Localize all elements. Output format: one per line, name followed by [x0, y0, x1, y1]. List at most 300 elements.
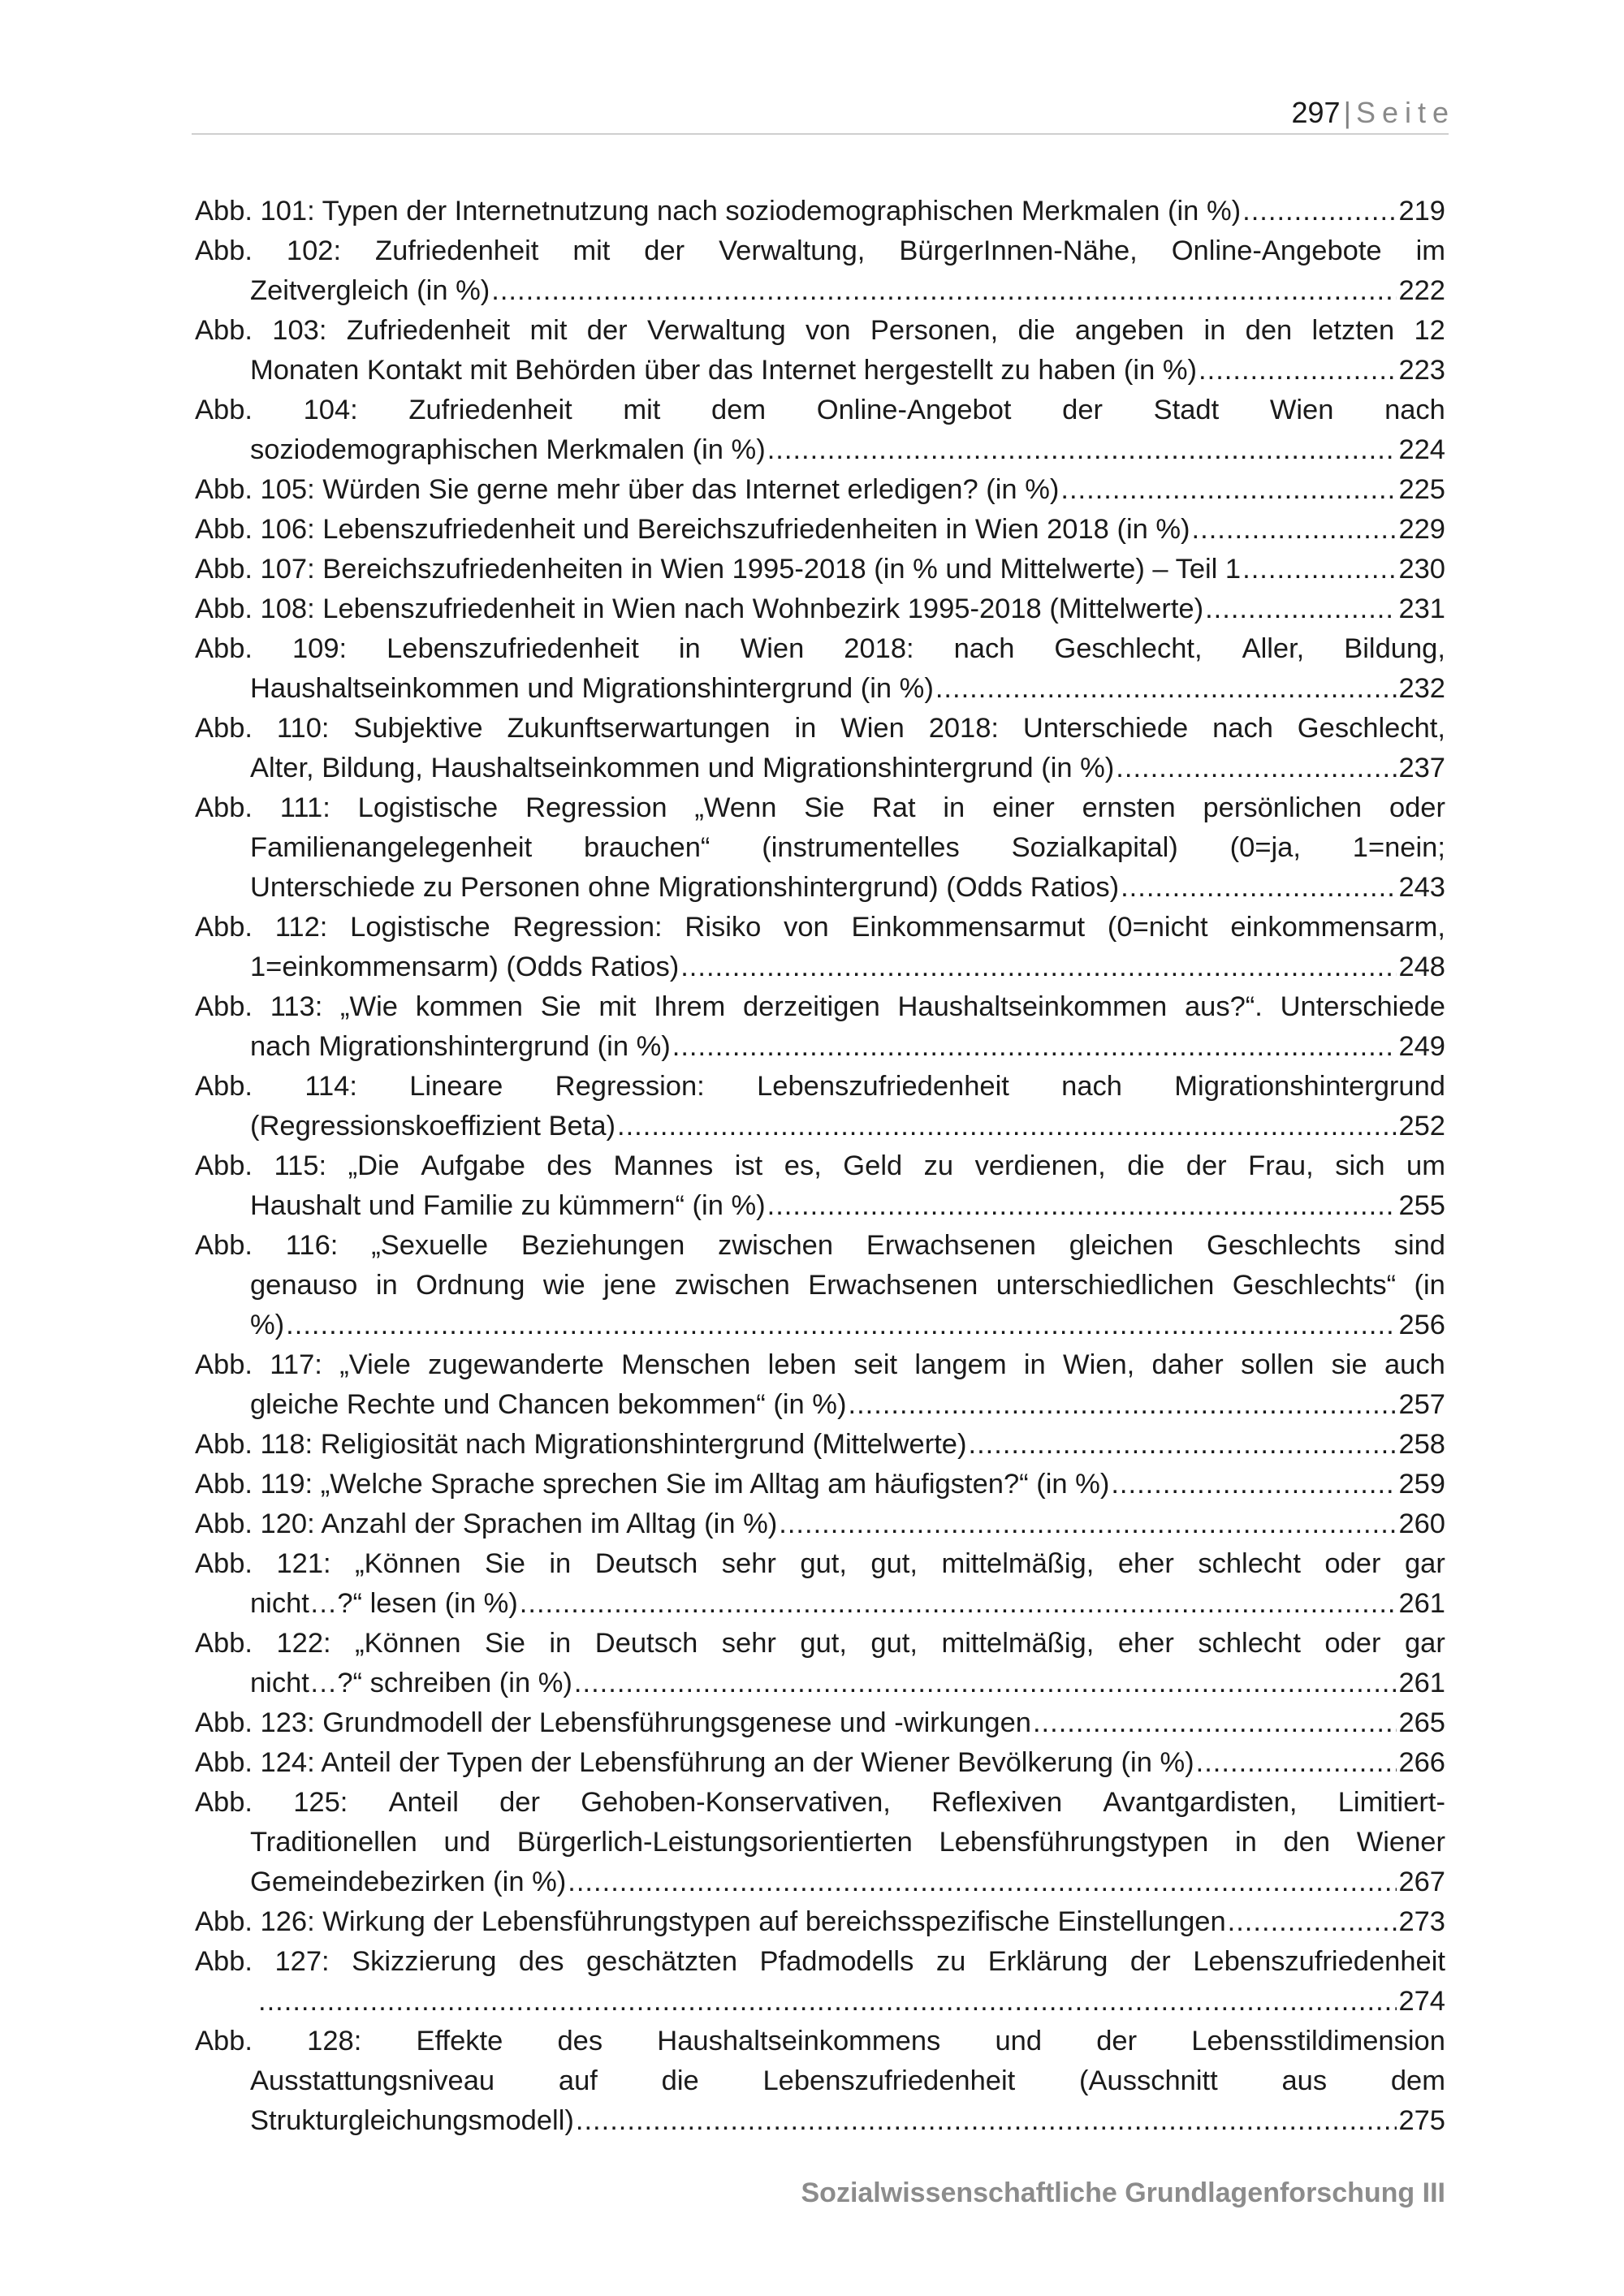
toc-entry-line [195, 1544, 1445, 1584]
toc-entry[interactable] [195, 311, 1445, 391]
dot-leader [1196, 1743, 1397, 1783]
toc-entry[interactable] [195, 1067, 1445, 1146]
toc-entry-text: Abb. 106: Lebenszufriedenheit und Bereichszufriedenheiten in Wien 2018 (in %) [195, 514, 1190, 545]
toc-entry[interactable] [195, 1544, 1445, 1624]
toc-entry[interactable] [195, 470, 1445, 510]
toc-entry-word: Zufriedenheit [375, 235, 539, 266]
toc-entry-word: mit [623, 395, 661, 425]
dot-leader [1121, 868, 1397, 908]
dot-leader [491, 271, 1397, 311]
figure-list [195, 192, 1445, 2141]
toc-entry-line [195, 669, 1445, 709]
toc-entry-text: nach Migrationshintergrund (in %) [250, 1031, 671, 1062]
toc-entry-word: Haushaltseinkommens [657, 2026, 941, 2056]
toc-entry-word: zwischen [718, 1230, 834, 1261]
toc-entry-word: in [375, 1270, 398, 1301]
toc-entry-line [195, 1584, 1445, 1624]
toc-entry-word: nach [1212, 713, 1273, 744]
toc-entry-word: der [586, 315, 628, 346]
toc-entry-word: den [1245, 315, 1293, 346]
toc-entry-page-number: 256 [1398, 1310, 1445, 1340]
toc-entry[interactable] [195, 1425, 1445, 1465]
toc-entry-text: Haushalt und Familie zu kümmern“ (in %) [250, 1190, 766, 1221]
toc-entry-word: in [1234, 1827, 1257, 1858]
toc-entry-word: Anteil [388, 1787, 459, 1818]
toc-entry-word: von [784, 912, 829, 943]
toc-entry[interactable] [195, 1226, 1445, 1345]
toc-entry-word: die [1017, 315, 1056, 346]
toc-entry[interactable] [195, 1703, 1445, 1743]
toc-entry-word: in [1023, 1349, 1046, 1380]
toc-entry-word: letzten [1311, 315, 1395, 346]
toc-entry-word: Haushaltseinkommen [897, 991, 1168, 1022]
toc-entry-page-number: 225 [1398, 474, 1445, 505]
toc-entry-page-number: 249 [1398, 1031, 1445, 1062]
toc-entry-word: es, [784, 1150, 822, 1181]
toc-entry-word: gut, [800, 1548, 847, 1579]
toc-entry-word: 1=nein; [1352, 832, 1445, 863]
toc-entry-text: Abb. 108: Lebenszufriedenheit in Wien nach Wohnbezirk 1995-2018 (Mittelwerte) [195, 593, 1204, 624]
toc-entry-word: Personen, [870, 315, 999, 346]
toc-entry-word: Abb. [195, 395, 253, 425]
toc-entry-line [195, 2022, 1445, 2061]
toc-entry-word: Bildung, [1344, 633, 1445, 664]
toc-entry[interactable] [195, 987, 1445, 1067]
toc-entry-word: mit [529, 315, 568, 346]
toc-entry-word: in [678, 633, 701, 664]
toc-entry-word: mit [598, 991, 637, 1022]
toc-entry-word: Logistische [357, 792, 499, 823]
toc-entry[interactable] [195, 391, 1445, 470]
toc-entry-word: nach [1061, 1071, 1122, 1102]
toc-entry-word: nach [953, 633, 1015, 664]
toc-entry-text: soziodemographischen Merkmalen (in %) [250, 434, 766, 465]
toc-entry-word: Geschlecht, [1054, 633, 1203, 664]
dot-leader [574, 1664, 1397, 1703]
toc-entry-word: Verwaltung, [719, 235, 866, 266]
toc-entry-line [195, 192, 1445, 231]
toc-entry-word: 117: [270, 1349, 322, 1380]
toc-entry-text: Gemeindebezirken (in %) [250, 1867, 567, 1897]
header-separator: | [1343, 96, 1351, 129]
toc-entry-word: Verwaltung [646, 315, 786, 346]
toc-entry-word: sie [1331, 1349, 1367, 1380]
toc-entry-word: 112: [274, 912, 328, 943]
toc-entry[interactable] [195, 1783, 1445, 1902]
toc-entry-text: Monaten Kontakt mit Behörden über das Internet hergestellt zu haben (in %) [250, 355, 1198, 386]
toc-entry-word: gut, [870, 1548, 918, 1579]
toc-entry-line [195, 2061, 1445, 2101]
dot-leader [576, 2101, 1397, 2141]
toc-entry-word: oder [1389, 792, 1445, 823]
toc-entry-word: Ihrem [654, 991, 726, 1022]
toc-entry-word: 125: [293, 1787, 348, 1818]
toc-entry-line [195, 1465, 1445, 1504]
toc-entry-word: Wiener [1356, 1827, 1445, 1858]
toc-entry-word: gut, [870, 1628, 918, 1659]
toc-entry-word: der [1186, 1150, 1227, 1181]
toc-entry-word: Frau, [1248, 1150, 1314, 1181]
toc-entry-text: Abb. 124: Anteil der Typen der Lebensführung an der Wiener Bevölkerung (in %) [195, 1747, 1194, 1778]
toc-entry-word: 115: [274, 1150, 327, 1181]
dot-leader [680, 947, 1397, 987]
toc-entry-word: Geschlechts [1207, 1230, 1361, 1261]
toc-entry-word: mit [572, 235, 611, 266]
toc-entry-line [195, 271, 1445, 311]
toc-entry-page-number: 266 [1398, 1747, 1445, 1778]
dot-leader [520, 1584, 1397, 1624]
toc-entry-word: die [661, 2065, 699, 2096]
toc-entry-word: Online-Angebote [1171, 235, 1382, 266]
toc-entry-line [195, 2101, 1445, 2141]
toc-entry-word: in [1203, 315, 1226, 346]
toc-entry-line [195, 1823, 1445, 1862]
toc-entry-line [195, 1743, 1445, 1783]
toc-entry[interactable] [195, 589, 1445, 629]
toc-entry-word: BürgerInnen-Nähe, [899, 235, 1138, 266]
toc-entry-line [195, 1624, 1445, 1664]
toc-entry-word: Skizzierung [352, 1946, 497, 1977]
toc-entry-line [195, 1703, 1445, 1743]
toc-entry-text: (Regressionskoeffizient Beta) [250, 1111, 615, 1142]
toc-entry-word: Abb. [195, 1150, 253, 1181]
toc-entry-word: Pfadmodells [759, 1946, 914, 1977]
toc-entry-page-number: 274 [1398, 1986, 1445, 2017]
toc-entry-word: „Wie [340, 991, 398, 1022]
toc-entry-word: Zufriedenheit [408, 395, 572, 425]
toc-entry-word: Bürgerlich-Leistungsorientierten [516, 1827, 913, 1858]
toc-entry-word: Logistische [350, 912, 490, 943]
toc-entry-word: langem [914, 1349, 1007, 1380]
toc-entry-word: Zufriedenheit [346, 315, 511, 346]
toc-entry[interactable] [195, 629, 1445, 709]
toc-entry-word: Abb. [195, 315, 253, 346]
toc-entry-word: Sie [485, 1628, 525, 1659]
toc-entry-word: sollen [1241, 1349, 1315, 1380]
toc-entry-word: Lineare [409, 1071, 503, 1102]
dot-leader [568, 1862, 1397, 1902]
toc-entry-word: Regression: [512, 912, 663, 943]
toc-entry-line [195, 1146, 1445, 1186]
toc-entry-text: Abb. 119: „Welche Sprache sprechen Sie im Alltag am häufigsten?“ (in %) [195, 1469, 1110, 1500]
toc-entry-word: Abb. [195, 2026, 253, 2056]
dot-leader [1116, 749, 1397, 788]
toc-entry[interactable] [195, 1465, 1445, 1504]
toc-entry-word: oder [1324, 1548, 1381, 1579]
toc-entry-word: Subjektive [353, 713, 483, 744]
toc-entry-word: „Sexuelle [371, 1230, 489, 1261]
toc-entry-word: daher [1151, 1349, 1224, 1380]
toc-entry-word: einer [992, 792, 1055, 823]
toc-entry-word: Familienangelegenheit [250, 832, 533, 863]
toc-entry[interactable] [195, 550, 1445, 589]
toc-entry-word: die [1127, 1150, 1165, 1181]
toc-entry-line [195, 1107, 1445, 1146]
toc-entry-word: Abb. [195, 912, 253, 943]
toc-entry-word: auf [558, 2065, 598, 2096]
toc-entry-word: schlecht [1198, 1548, 1301, 1579]
toc-entry-word: 122: [276, 1628, 331, 1659]
toc-entry-word: 109: [292, 633, 348, 664]
toc-entry-page-number: 230 [1398, 554, 1445, 585]
toc-entry-word: Geld [843, 1150, 903, 1181]
dot-leader [779, 1504, 1397, 1544]
toc-entry-page-number: 232 [1398, 673, 1445, 704]
toc-entry-line [195, 589, 1445, 629]
toc-entry-word: Unterschiede [1280, 991, 1445, 1022]
dot-leader [1192, 510, 1397, 550]
toc-entry-word: Abb. [195, 1071, 253, 1102]
toc-entry-word: 2018: [844, 633, 914, 664]
toc-entry-line [195, 788, 1445, 828]
toc-entry-word: Lebenszufriedenheit [757, 1071, 1009, 1102]
dot-leader [1199, 351, 1397, 391]
toc-entry-word: Lebenszufriedenheit [387, 633, 639, 664]
toc-entry-page-number: 223 [1398, 355, 1445, 386]
toc-entry-word: und [443, 1827, 491, 1858]
toc-entry-word: Abb. [195, 1787, 253, 1818]
toc-entry-word: Abb. [195, 792, 253, 823]
dot-leader [1242, 192, 1397, 231]
toc-entry-word: Ausstattungsniveau [250, 2065, 495, 2096]
dot-leader [1228, 1902, 1397, 1942]
toc-entry-word: 128: [307, 2026, 362, 2056]
toc-entry-word: Beziehungen [520, 1230, 685, 1261]
toc-entry-word: Erklärung [987, 1946, 1108, 1977]
toc-entry-page-number: 260 [1398, 1508, 1445, 1539]
toc-entry-word: unterschiedlichen [996, 1270, 1215, 1301]
toc-entry-word: sehr [721, 1548, 776, 1579]
toc-entry[interactable] [195, 908, 1445, 987]
toc-entry-word: Rat [871, 792, 916, 823]
toc-entry-page-number: 259 [1398, 1469, 1445, 1500]
toc-entry-word: Avantgardisten, [1103, 1787, 1298, 1818]
toc-entry-word: in [549, 1628, 572, 1659]
toc-entry-word: der [499, 1787, 540, 1818]
toc-entry-word: sich [1335, 1150, 1385, 1181]
toc-entry-line [195, 749, 1445, 788]
toc-entry[interactable] [195, 192, 1445, 231]
toc-entry-word: (0=ja, [1229, 832, 1301, 863]
toc-entry-page-number: 258 [1398, 1429, 1445, 1460]
toc-entry-line [195, 987, 1445, 1027]
toc-entry[interactable] [195, 1743, 1445, 1783]
toc-entry-line [195, 1942, 1445, 1982]
toc-entry-word: Unterschiede [1022, 713, 1189, 744]
toc-entry-page-number: 231 [1398, 593, 1445, 624]
toc-entry-text: Unterschiede zu Personen ohne Migrationshintergrund) (Odds Ratios) [250, 872, 1120, 903]
toc-entry-page-number: 224 [1398, 434, 1445, 465]
toc-entry-word: des [518, 1946, 564, 1977]
toc-entry-line [195, 1345, 1445, 1385]
toc-entry-word: geschätzten [585, 1946, 738, 1977]
toc-entry-line [195, 1027, 1445, 1067]
dot-leader [1060, 470, 1397, 510]
toc-entry-line [195, 1783, 1445, 1823]
toc-entry-text: Zeitvergleich (in %) [250, 275, 490, 306]
toc-entry-word: Abb. [195, 1349, 253, 1380]
toc-entry-word: einkommensarm, [1230, 912, 1445, 943]
toc-entry-word: gar [1404, 1628, 1445, 1659]
toc-entry-word: ernsten [1082, 792, 1176, 823]
toc-entry-word: Abb. [195, 1230, 253, 1261]
toc-entry-page-number: 255 [1398, 1190, 1445, 1221]
toc-entry-word: jene [603, 1270, 657, 1301]
toc-entry[interactable] [195, 231, 1445, 311]
toc-entry-page-number: 229 [1398, 514, 1445, 545]
toc-entry-word: auch [1384, 1349, 1445, 1380]
toc-entry-line [195, 1306, 1445, 1345]
toc-entry-word: Geschlecht, [1297, 713, 1445, 744]
toc-entry-word: sind [1393, 1230, 1445, 1261]
toc-entry-word: Traditionellen [250, 1827, 417, 1858]
toc-entry-word: (instrumentelles [762, 832, 960, 863]
toc-entry-word: Regression: [555, 1071, 705, 1102]
toc-entry-line [195, 1385, 1445, 1425]
toc-entry[interactable] [195, 1345, 1445, 1425]
toc-entry-word: 113: [270, 991, 323, 1022]
toc-entry[interactable] [195, 1624, 1445, 1703]
toc-entry-page-number: 243 [1398, 872, 1445, 903]
toc-entry-word: verdienen, [974, 1150, 1106, 1181]
toc-entry-page-number: 252 [1398, 1111, 1445, 1142]
toc-entry-word: Sie [485, 1548, 525, 1579]
toc-entry-line [195, 351, 1445, 391]
toc-entry-word: 12 [1414, 315, 1445, 346]
toc-entry-line [195, 1266, 1445, 1306]
toc-entry-line [195, 1186, 1445, 1226]
toc-entry-text: Haushaltseinkommen und Migrationshintergrund (in %) [250, 673, 934, 704]
toc-entry[interactable] [195, 1942, 1445, 2022]
toc-entry-page-number: 248 [1398, 952, 1445, 982]
toc-entry-page-number: 257 [1398, 1389, 1445, 1420]
toc-entry-word: 104: [303, 395, 358, 425]
toc-entry-word: „Viele [339, 1349, 411, 1380]
toc-entry-word: des [546, 1150, 593, 1181]
toc-entry-word: 103: [272, 315, 327, 346]
toc-entry-text: Abb. 126: Wirkung der Lebensführungstypen auf bereichsspezifische Einstellungen [195, 1906, 1226, 1937]
toc-entry-text: gleiche Rechte und Chancen bekommen“ (in %) [250, 1389, 847, 1420]
toc-entry[interactable] [195, 1902, 1445, 1942]
dot-leader [258, 1982, 1397, 2022]
toc-entry-page-number: 267 [1398, 1867, 1445, 1897]
toc-entry-word: dem [711, 395, 767, 425]
toc-entry-word: gleichen [1069, 1230, 1174, 1261]
toc-entry-word: ist [734, 1150, 763, 1181]
toc-entry-text: Abb. 120: Anzahl der Sprachen im Alltag (in %) [195, 1508, 778, 1539]
toc-entry-word: Abb. [195, 991, 253, 1022]
toc-entry-line [195, 391, 1445, 430]
dot-leader [767, 1186, 1397, 1226]
toc-entry-word: Regression [525, 792, 667, 823]
toc-entry-word: Lebensstildimension [1191, 2026, 1445, 2056]
toc-entry-word: zugewanderte [428, 1349, 604, 1380]
toc-entry-page-number: 273 [1398, 1906, 1445, 1937]
toc-entry-word: wie [542, 1270, 585, 1301]
toc-entry-line [195, 1504, 1445, 1544]
toc-entry-word: 121: [276, 1548, 331, 1579]
toc-entry-word: 111: [279, 792, 330, 823]
dot-leader [1111, 1465, 1397, 1504]
toc-entry-word: Geschlechts“ [1232, 1270, 1397, 1301]
toc-entry-word: Limitiert- [1337, 1787, 1445, 1818]
toc-entry-word: Gehoben-Konservativen, [581, 1787, 891, 1818]
toc-entry-word: Menschen [621, 1349, 751, 1380]
toc-entry-word: den [1283, 1827, 1331, 1858]
toc-entry-text: nicht…?“ schreiben (in %) [250, 1668, 572, 1698]
toc-entry[interactable] [195, 1146, 1445, 1226]
toc-entry-word: seit [853, 1349, 898, 1380]
toc-entry-word: in [794, 713, 817, 744]
toc-entry-word: schlecht [1198, 1628, 1301, 1659]
toc-entry-line [195, 1067, 1445, 1107]
dot-leader [672, 1027, 1397, 1067]
toc-entry-word: Aufgabe [421, 1150, 525, 1181]
toc-entry-line [195, 868, 1445, 908]
toc-entry-text: Strukturgleichungsmodell) [250, 2105, 574, 2136]
page-label: Seite [1355, 96, 1455, 129]
toc-entry-word: gut, [800, 1628, 847, 1659]
toc-entry-word: Wien, [1063, 1349, 1135, 1380]
toc-entry-text: 1=einkommensarm) (Odds Ratios) [250, 952, 680, 982]
toc-entry[interactable] [195, 709, 1445, 788]
toc-entry[interactable] [195, 1504, 1445, 1544]
toc-entry[interactable] [195, 2022, 1445, 2141]
toc-entry-word: Sie [540, 991, 581, 1022]
toc-entry-word: des [557, 2026, 603, 2056]
toc-entry-word: Abb. [195, 1628, 253, 1659]
toc-entry-word: zu [935, 1946, 966, 1977]
toc-entry[interactable] [195, 788, 1445, 908]
toc-entry-word: Reflexiven [931, 1787, 1063, 1818]
toc-entry-word: Sie [804, 792, 845, 823]
toc-entry-page-number: 265 [1398, 1707, 1445, 1738]
toc-entry-word: oder [1324, 1628, 1381, 1659]
toc-entry-word: kommen [415, 991, 523, 1022]
toc-entry[interactable] [195, 510, 1445, 550]
toc-entry-line [195, 311, 1445, 351]
dot-leader [767, 430, 1397, 470]
dot-leader [969, 1425, 1397, 1465]
toc-entry-word: derzeitigen [742, 991, 880, 1022]
dot-leader [1205, 589, 1397, 629]
toc-entry-word: Lebensführungstypen [939, 1827, 1209, 1858]
toc-entry-word: der [1129, 1946, 1171, 1977]
toc-entry-word: aus?“. [1184, 991, 1263, 1022]
toc-entry-word: Abb. [195, 633, 253, 664]
toc-entry-page-number: 237 [1398, 753, 1445, 783]
page-number: 297 [1291, 96, 1341, 129]
dot-leader [1033, 1703, 1397, 1743]
toc-entry-word: in [943, 792, 965, 823]
dot-leader [935, 669, 1397, 709]
toc-entry-line [195, 510, 1445, 550]
toc-entry-line [195, 908, 1445, 947]
toc-entry-word: mittelmäßig, [941, 1628, 1095, 1659]
dot-leader [848, 1385, 1397, 1425]
toc-entry-word: Abb. [195, 1548, 253, 1579]
toc-entry-line [195, 1982, 1445, 2022]
toc-entry-word: Deutsch [594, 1548, 698, 1579]
toc-entry-text: Abb. 105: Würden Sie gerne mehr über das Internet erledigen? (in %) [195, 474, 1060, 505]
toc-entry-text: Abb. 107: Bereichszufriedenheiten in Wien 1995-2018 (in % und Mittelwerte) – Teil 1 [195, 554, 1242, 585]
toc-entry-word: 116: [285, 1230, 339, 1261]
toc-entry-line [195, 550, 1445, 589]
toc-entry-word: Wien [840, 713, 905, 744]
toc-entry-text: Abb. 123: Grundmodell der Lebensführungsgenese und -wirkungen [195, 1707, 1031, 1738]
page-footer: Sozialwissenschaftliche Grundlagenforschung III [801, 2177, 1445, 2208]
toc-entry-word: Online-Angebot [816, 395, 1012, 425]
